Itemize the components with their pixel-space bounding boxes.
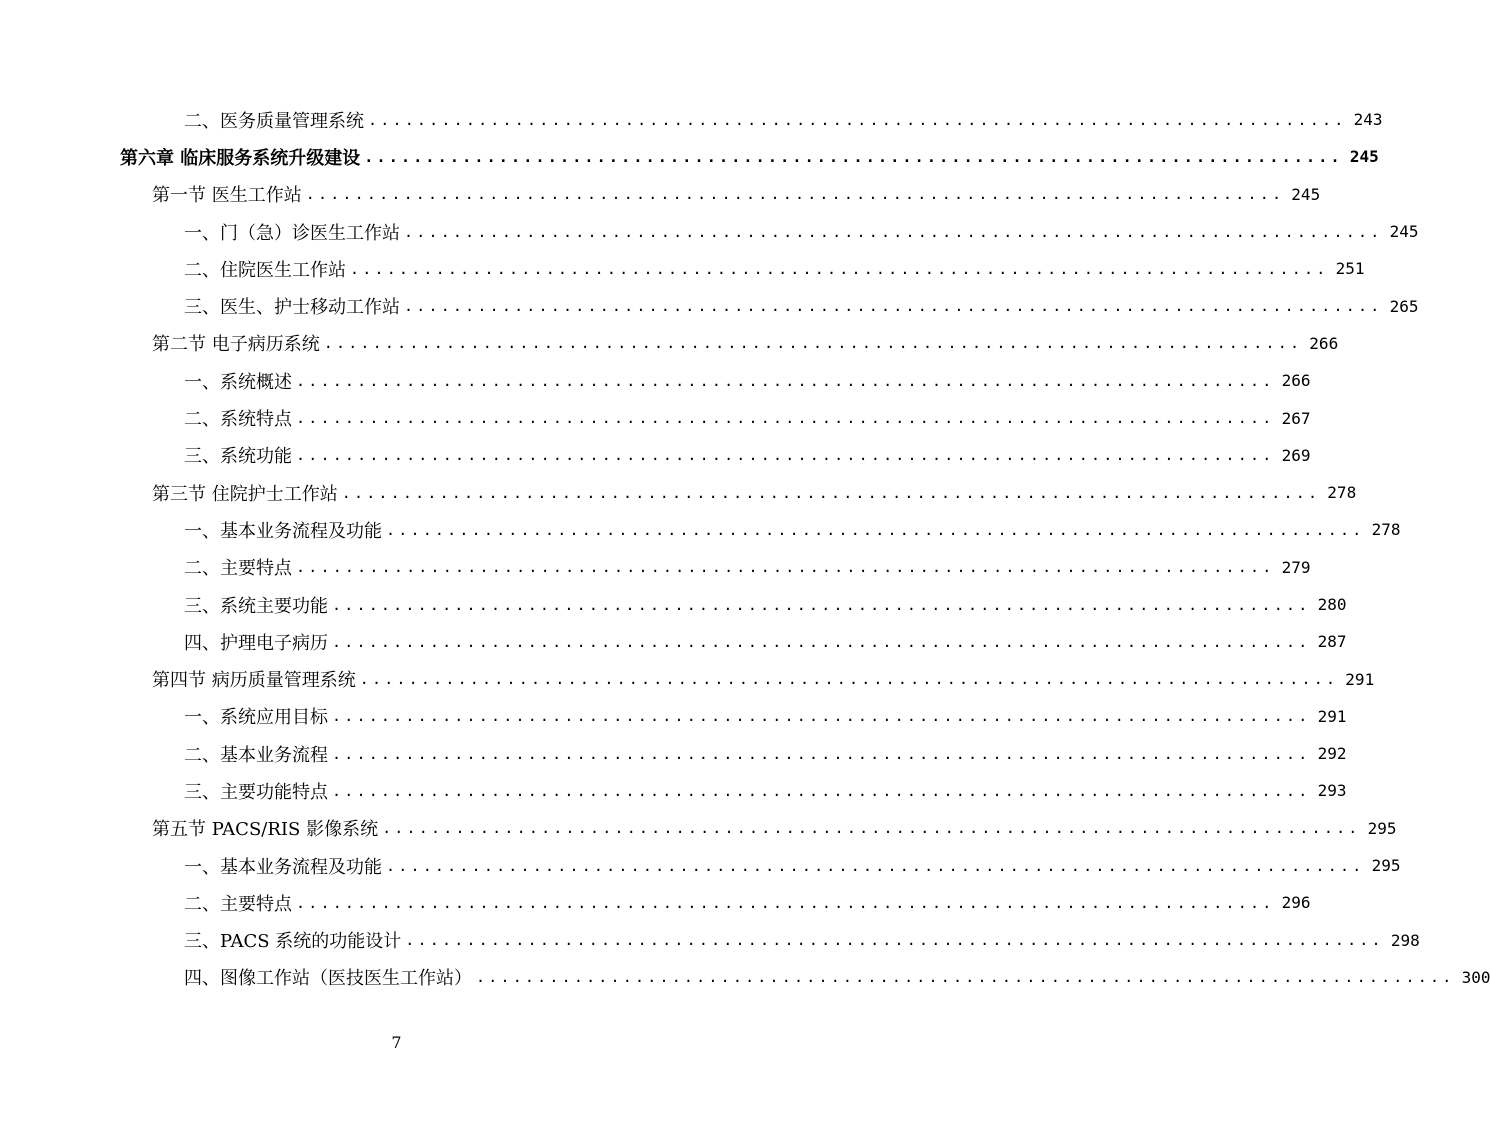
dot-leader: ................................................................................ bbox=[332, 744, 1311, 763]
toc-entry-title: 二、基本业务流程 bbox=[184, 744, 328, 766]
toc-entry-item[interactable] bbox=[0, 287, 1419, 324]
dot-leader: ................................................................................ bbox=[382, 819, 1361, 838]
toc-entry-title: 三、系统功能 bbox=[184, 446, 292, 468]
toc-entry-page: 291 bbox=[1345, 669, 1375, 689]
dot-leader: ................................................................................ bbox=[386, 856, 1365, 875]
toc-entry-item[interactable] bbox=[0, 437, 1311, 474]
toc-entry-title: 二、住院医生工作站 bbox=[184, 259, 346, 281]
dot-leader: ................................................................................ bbox=[350, 259, 1329, 278]
toc-entry-title: 第一节 医生工作站 bbox=[152, 185, 302, 207]
toc-entry-item[interactable] bbox=[0, 884, 1311, 921]
toc-entry-title: 一、基本业务流程及功能 bbox=[184, 520, 382, 542]
toc-entry-item[interactable] bbox=[0, 250, 1365, 287]
toc-entry-page: 292 bbox=[1317, 744, 1347, 764]
dot-leader: ................................................................................ bbox=[296, 893, 1275, 912]
toc-entry-item[interactable] bbox=[0, 362, 1311, 399]
toc-entry-page: 293 bbox=[1317, 781, 1347, 801]
toc-entry-item[interactable] bbox=[0, 735, 1347, 772]
toc-entry-page: 251 bbox=[1335, 259, 1365, 279]
toc-entry-title: 四、护理电子病历 bbox=[184, 632, 328, 654]
dot-leader: ................................................................................ bbox=[323, 334, 1303, 353]
toc-entry-title: 第四节 病历质量管理系统 bbox=[152, 670, 356, 692]
toc-entry-section[interactable] bbox=[0, 810, 1397, 847]
toc-entry-title: 三、主要功能特点 bbox=[184, 781, 328, 803]
toc-entry-title: 一、门（急）诊医生工作站 bbox=[184, 222, 400, 244]
toc-entry-page: 278 bbox=[1327, 483, 1357, 503]
dot-leader: ................................................................................ bbox=[405, 931, 1384, 950]
dot-leader: ................................................................................ bbox=[359, 670, 1339, 689]
dot-leader: ................................................................................ bbox=[476, 968, 1455, 987]
toc-entry-page: 295 bbox=[1367, 818, 1397, 838]
toc-entry-item[interactable] bbox=[0, 586, 1347, 623]
toc-entry-section[interactable] bbox=[0, 474, 1357, 511]
toc-entry-title: 三、医生、护士移动工作站 bbox=[184, 297, 400, 319]
toc-entry-item[interactable] bbox=[0, 101, 1383, 138]
toc-entry-title: 一、系统应用目标 bbox=[184, 707, 328, 729]
toc-entry-page: 287 bbox=[1317, 632, 1347, 652]
toc-entry-item[interactable] bbox=[0, 922, 1420, 959]
toc-entry-title: 二、医务质量管理系统 bbox=[184, 110, 364, 132]
toc-entry-item[interactable] bbox=[0, 213, 1419, 250]
toc-entry-title: 一、基本业务流程及功能 bbox=[184, 856, 382, 878]
toc-entry-item[interactable] bbox=[0, 549, 1311, 586]
toc-entry-page: 278 bbox=[1371, 520, 1401, 540]
toc-entry-title: 二、主要特点 bbox=[184, 893, 292, 915]
toc-entry-title: 第二节 电子病历系统 bbox=[152, 334, 320, 356]
toc-entry-section[interactable] bbox=[0, 176, 1321, 213]
toc-entry-page: 245 bbox=[1291, 184, 1321, 204]
dot-leader: ................................................................................ bbox=[305, 185, 1285, 204]
toc-entry-page: 267 bbox=[1281, 408, 1311, 428]
toc-entry-page: 243 bbox=[1353, 110, 1383, 130]
toc-entry-page: 245 bbox=[1389, 222, 1419, 242]
dot-leader: ................................................................................ bbox=[386, 520, 1365, 539]
toc-entry-item[interactable] bbox=[0, 511, 1401, 548]
dot-leader: ................................................................................ bbox=[332, 781, 1311, 800]
toc-entry-page: 295 bbox=[1371, 856, 1401, 876]
toc-entry-item[interactable] bbox=[0, 847, 1401, 884]
toc-entry-page: 245 bbox=[1349, 147, 1379, 167]
toc-entry-page: 265 bbox=[1389, 296, 1419, 316]
page-number: 7 bbox=[391, 1033, 402, 1052]
toc-entry-page: 279 bbox=[1281, 557, 1311, 577]
dot-leader: ................................................................................ bbox=[296, 446, 1275, 465]
toc-entry-section[interactable] bbox=[0, 660, 1375, 697]
toc-entry-page: 266 bbox=[1281, 371, 1311, 391]
dot-leader: ................................................................................ bbox=[404, 297, 1383, 316]
toc-entry-page: 298 bbox=[1390, 930, 1420, 950]
toc-entry-item[interactable] bbox=[0, 623, 1347, 660]
toc-entry-title: 四、图像工作站（医技医生工作站） bbox=[184, 968, 472, 990]
toc-entry-page: 291 bbox=[1317, 706, 1347, 726]
dot-leader: ................................................................................ bbox=[332, 632, 1311, 651]
dot-leader: ................................................................................ bbox=[368, 110, 1347, 129]
toc-entry-page: 266 bbox=[1309, 333, 1339, 353]
dot-leader: ................................................................................ bbox=[364, 147, 1343, 166]
toc-entry-title: 第五节 PACS/RIS 影像系统 bbox=[152, 819, 379, 841]
toc-entry-page: 280 bbox=[1317, 595, 1347, 614]
toc-entry-item[interactable] bbox=[0, 772, 1347, 809]
dot-leader: ................................................................................ bbox=[296, 409, 1275, 428]
toc-entry-page: 269 bbox=[1281, 445, 1311, 465]
toc-entry-section[interactable] bbox=[0, 325, 1339, 362]
dot-leader: ................................................................................ bbox=[332, 595, 1311, 614]
toc-entry-item[interactable] bbox=[0, 399, 1311, 436]
toc-entry-title: 三、系统主要功能 bbox=[184, 595, 328, 617]
dot-leader: ................................................................................ bbox=[341, 483, 1321, 502]
dot-leader: ................................................................................ bbox=[332, 707, 1311, 726]
toc-entry-title: 二、系统特点 bbox=[184, 409, 292, 431]
toc-entry-chapter[interactable] bbox=[0, 138, 1379, 175]
dot-leader: ................................................................................ bbox=[296, 371, 1275, 390]
dot-leader: ................................................................................ bbox=[404, 222, 1383, 241]
dot-leader: ................................................................................ bbox=[296, 558, 1275, 577]
toc-entry-page: 300 bbox=[1461, 967, 1490, 987]
toc-entry-item[interactable] bbox=[0, 698, 1347, 735]
toc-entry-title: 第三节 住院护士工作站 bbox=[152, 483, 338, 505]
toc-entry-page: 296 bbox=[1281, 893, 1311, 913]
toc-entry-title: 三、PACS 系统的功能设计 bbox=[184, 931, 402, 953]
toc-entry-item[interactable] bbox=[0, 959, 1490, 996]
toc-entry-title: 第六章 临床服务系统升级建设 bbox=[120, 147, 361, 169]
toc-entry-title: 一、系统概述 bbox=[184, 371, 292, 393]
toc-entry-title: 二、主要特点 bbox=[184, 558, 292, 580]
table-of-contents bbox=[0, 101, 1490, 996]
